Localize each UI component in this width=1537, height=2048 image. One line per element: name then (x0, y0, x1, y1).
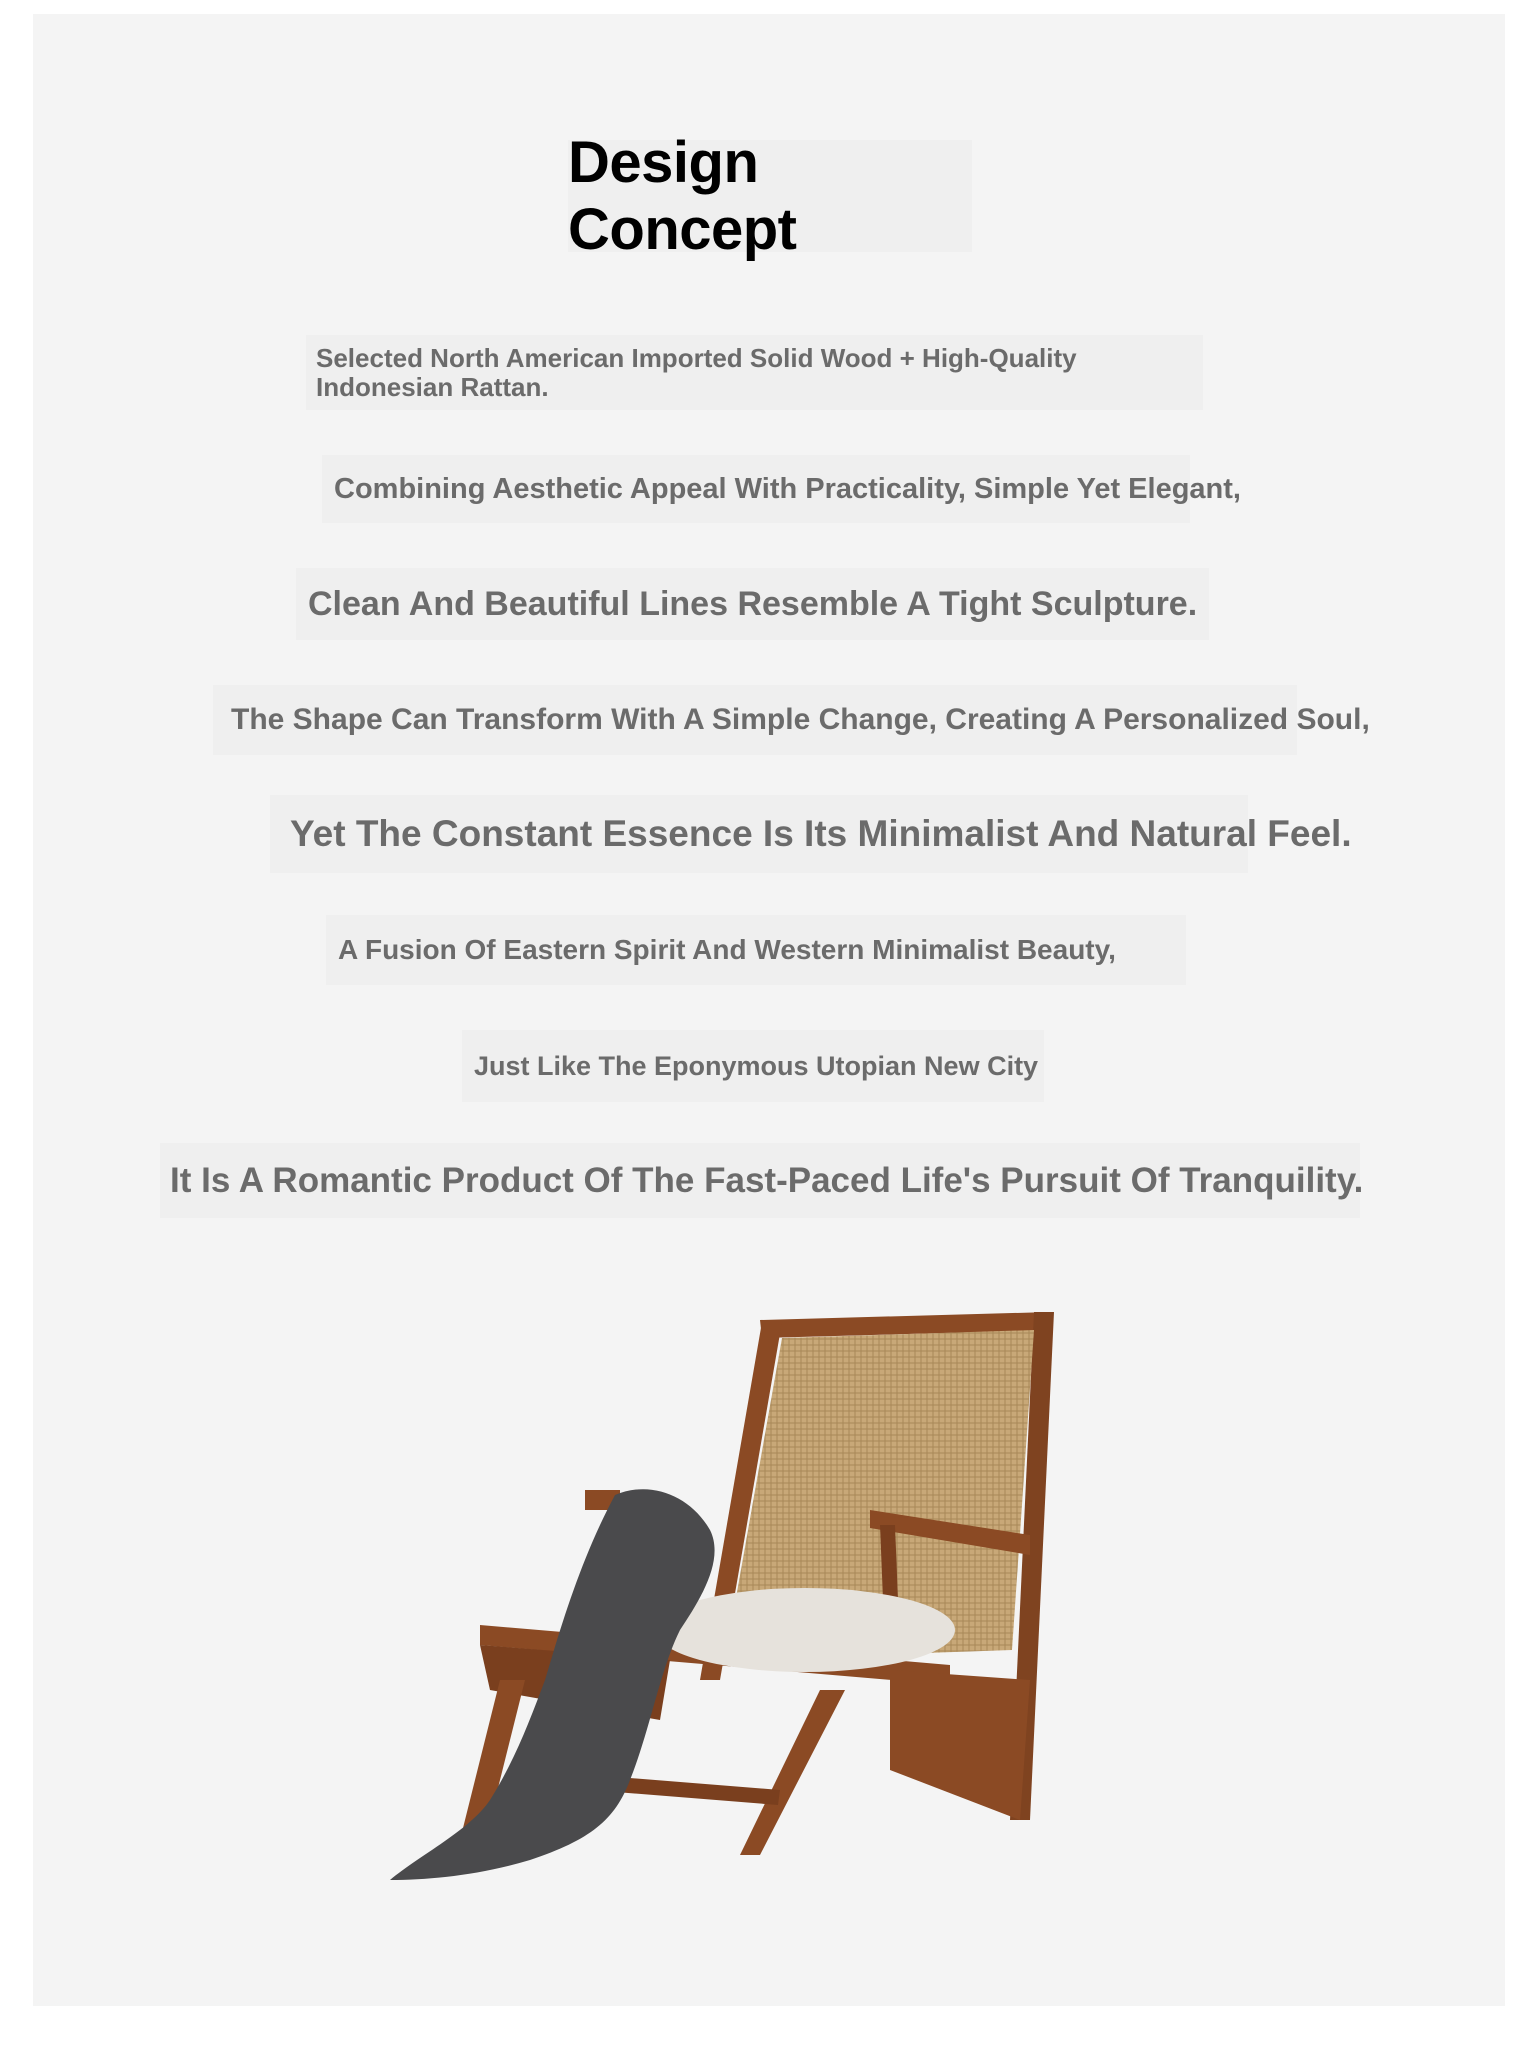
concept-line-3: Clean And Beautiful Lines Resemble A Tight Sculpture. (296, 568, 1209, 640)
concept-line-4: The Shape Can Transform With A Simple Change, Creating A Personalized Soul, (213, 685, 1297, 755)
chair-product-image (330, 1300, 1090, 1900)
seat-cushion (655, 1588, 955, 1672)
concept-line-2: Combining Aesthetic Appeal With Practicality, Simple Yet Elegant, (322, 455, 1190, 523)
page-title: Design Concept (568, 140, 972, 252)
concept-line-7: Just Like The Eponymous Utopian New City (462, 1030, 1044, 1102)
concept-line-8: It Is A Romantic Product Of The Fast-Paced Life's Pursuit Of Tranquility. (160, 1143, 1360, 1218)
concept-line-1: Selected North American Imported Solid Wood + High-Quality Indonesian Rattan. (306, 335, 1203, 410)
concept-line-5: Yet The Constant Essence Is Its Minimalist And Natural Feel. (270, 795, 1248, 873)
concept-line-6: A Fusion Of Eastern Spirit And Western Minimalist Beauty, (326, 915, 1186, 985)
